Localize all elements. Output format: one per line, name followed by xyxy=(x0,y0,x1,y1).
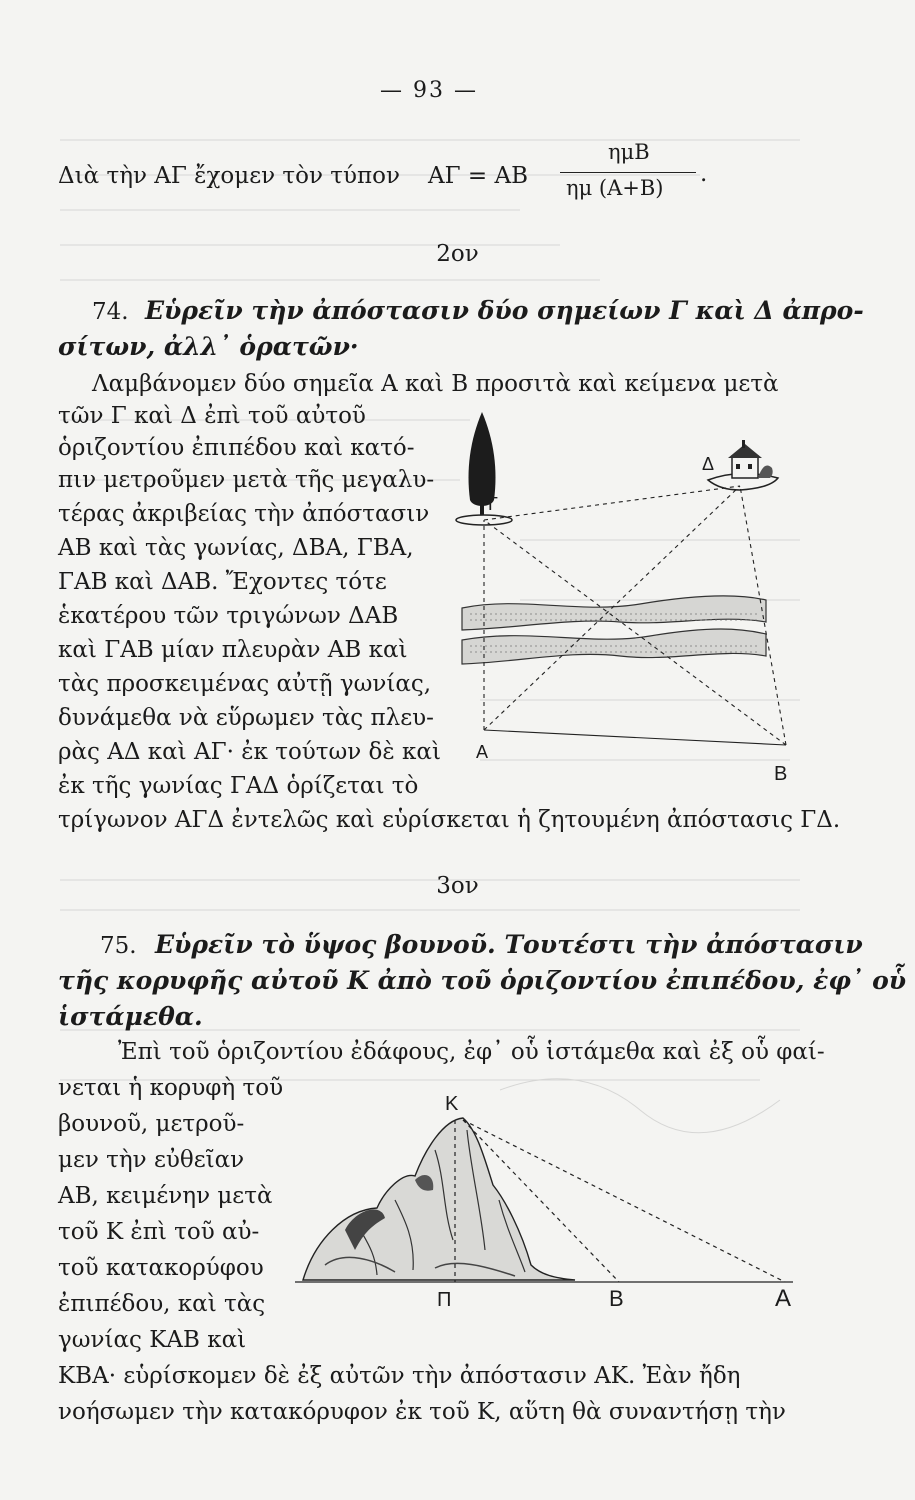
figure-distance-two-points xyxy=(440,400,810,790)
problem-74-text-line: ΓΑΒ καὶ ΔΑΒ. Ἔχοντες τότε xyxy=(58,569,387,595)
problem-75-text-line: γωνίας ΚΑΒ καὶ xyxy=(58,1327,247,1353)
problem-74-text-line: δυνάμεθα νὰ εὕρωμεν τὰς πλευ- xyxy=(58,705,434,731)
formula-end: . xyxy=(700,161,708,187)
problem-74-text-line: τέρας ἀκριβείας τὴν ἀπόστασιν xyxy=(58,501,430,527)
problem-74-text-line: ὁριζοντίου ἐπιπέδου καὶ κατό- xyxy=(58,435,415,461)
label-k: Κ xyxy=(445,1093,459,1115)
label-b: Β xyxy=(609,1286,624,1311)
problem-74-text-line: καὶ ΓΑΒ μίαν πλευρὰν ΑΒ καὶ xyxy=(58,637,408,663)
problem-74-text-line: ἐκ τῆς γωνίας ΓΑΔ ὁρίζεται τὸ xyxy=(58,773,419,799)
problem-75-text-line: ἐπιπέδου, καὶ τὰς xyxy=(58,1291,266,1317)
label-a: Α xyxy=(476,742,489,762)
problem-74-text-line: ἑκατέρου τῶν τριγώνων ΔΑΒ xyxy=(58,603,399,629)
problem-75-text-line: ΚΒΑ· εὑρίσκομεν δὲ ἐξ αὐτῶν τὴν ἀπόστασιν ΑΚ. Ἐὰν ἤδη xyxy=(58,1363,741,1389)
problem-75-text-line: νοήσωμεν τὴν κατακόρυφον ἐκ τοῦ Κ, αὕτη θὰ συναντήσῃ τὴν xyxy=(58,1399,786,1425)
house-icon xyxy=(708,440,778,490)
problem-75-text-line: βουνοῦ, μετροῦ- xyxy=(58,1111,245,1137)
figure-mountain-height xyxy=(285,1090,805,1320)
problem-74-text-line: ΑΒ καὶ τὰς γωνίας, ΔΒΑ, ΓΒΑ, xyxy=(58,535,414,561)
problem-74-text-line: τῶν Γ καὶ Δ ἐπὶ τοῦ αὐτοῦ xyxy=(58,403,366,429)
fraction-bar xyxy=(560,172,696,173)
problem-75-text-line: τοῦ κατακορύφου xyxy=(58,1255,264,1281)
problem-75-text-line: ΑΒ, κειμένην μετὰ xyxy=(58,1183,273,1209)
section-2-heading: 2ον xyxy=(436,241,479,267)
label-a: Α xyxy=(775,1285,792,1312)
problem-74-text-line: Λαμβάνομεν δύο σημεῖα Α καὶ Β προσιτὰ καὶ κείμενα μετὰ xyxy=(92,371,779,397)
problem-75-text-line: Ἐπὶ τοῦ ὁριζοντίου ἐδάφους, ἐφ᾿ οὗ ἱστάμεθα καὶ ἐξ οὗ φαί- xyxy=(118,1039,825,1065)
problem-74-number: 74. xyxy=(92,299,129,325)
problem-75-title-line-3: ἱστάμεθα. xyxy=(58,1002,203,1031)
label-delta: Δ xyxy=(702,454,715,474)
mountain-icon xyxy=(303,1118,575,1280)
problem-74-title-line-1: Εὑρεῖν τὴν ἀπόστασιν δύο σημείων Γ καὶ Δ ἀπρο- xyxy=(145,296,864,325)
problem-74-title-line-2: σίτων, ἀλλ᾿ ὁρατῶν· xyxy=(58,332,359,361)
label-p: Π xyxy=(437,1289,452,1311)
formula-lead-text: Διὰ τὴν ΑΓ ἔχομεν τὸν τύπον xyxy=(58,163,400,189)
cypress-tree-icon xyxy=(456,412,512,525)
problem-75-text-line: μεν τὴν εὐθεῖαν xyxy=(58,1147,245,1173)
formula-numerator: ημΒ xyxy=(608,140,650,164)
problem-75-number: 75. xyxy=(100,933,137,959)
formula-lhs: ΑΓ = ΑΒ xyxy=(428,163,528,189)
formula-denominator: ημ (Α+Β) xyxy=(566,176,664,200)
problem-74-text-line: τρίγωνον ΑΓΔ ἐντελῶς καὶ εὑρίσκεται ἡ ζητουμένη ἀπόστασις ΓΔ. xyxy=(58,807,841,833)
section-3-heading: 3ον xyxy=(436,873,479,899)
problem-74-text-line: πιν μετροῦμεν μετὰ τῆς μεγαλυ- xyxy=(58,467,435,493)
page-number: — 93 — xyxy=(380,78,478,103)
problem-75-title-line-1: Εὑρεῖν τὸ ὕψος βουνοῦ. Τουτέστι τὴν ἀπόστασιν xyxy=(155,930,863,959)
label-gamma: Γ xyxy=(488,494,498,514)
problem-74-text-line: τὰς προσκειμένας αὐτῇ γωνίας, xyxy=(58,671,432,697)
problem-75-text-line: τοῦ Κ ἐπὶ τοῦ αὐ- xyxy=(58,1219,260,1245)
label-b: Β xyxy=(774,763,788,785)
problem-74-text-line: ρὰς ΑΔ καὶ ΑΓ· ἐκ τούτων δὲ καὶ xyxy=(58,739,441,765)
problem-75-text-line: νεται ἡ κορυφὴ τοῦ xyxy=(58,1075,284,1101)
problem-75-title-line-2: τῆς κορυφῆς αὐτοῦ Κ ἀπὸ τοῦ ὁριζοντίου ἐπιπέδου, ἐφ᾿ οὗ xyxy=(58,966,907,995)
